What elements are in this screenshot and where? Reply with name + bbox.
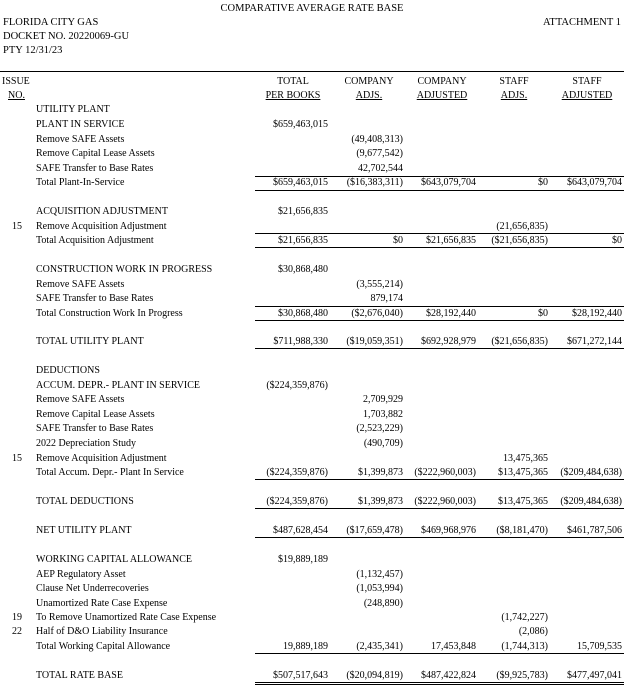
table-row	[0, 293, 624, 307]
amount-col1: 19,889,189	[283, 641, 328, 652]
table-row	[0, 177, 624, 191]
amount-col4: ($9,925,783)	[496, 670, 548, 681]
col5-header-line2: ADJUSTED	[561, 90, 613, 101]
amount-col5: $671,272,144	[567, 336, 622, 347]
col3-header-line2: ADJUSTED	[416, 90, 468, 101]
amount-col2: (490,709)	[363, 438, 403, 449]
issue-header-line1: ISSUE	[2, 76, 30, 87]
amount-col4: 13,475,365	[503, 453, 548, 464]
table-row	[0, 119, 624, 133]
table-row	[0, 453, 624, 467]
amount-col2: (2,435,341)	[356, 641, 403, 652]
amount-col3: $643,079,704	[421, 177, 476, 188]
table-row	[0, 409, 624, 423]
row-label: Remove Capital Lease Assets	[36, 148, 155, 159]
row-label: Total Acquisition Adjustment	[36, 235, 154, 246]
row-label: Remove SAFE Assets	[36, 279, 125, 290]
amount-col2: ($17,659,478)	[346, 525, 403, 536]
total-underline	[255, 233, 624, 234]
amount-col3: $487,422,824	[421, 670, 476, 681]
row-label: PLANT IN SERVICE	[36, 119, 125, 130]
amount-col1: $21,656,835	[278, 206, 328, 217]
table-row	[0, 380, 624, 394]
table-row	[0, 163, 624, 177]
row-label: Half of D&O Liability Insurance	[36, 626, 168, 637]
col4-header-line2: ADJS.	[500, 90, 528, 101]
amount-col4: $13,475,365	[498, 467, 548, 478]
amount-col3: $692,928,979	[421, 336, 476, 347]
amount-col1: ($224,359,876)	[266, 380, 328, 391]
amount-col1: $507,517,643	[273, 670, 328, 681]
col1-header-line2: PER BOOKS	[265, 90, 321, 101]
amount-col3: ($222,960,003)	[414, 496, 476, 507]
total-underline	[255, 537, 624, 538]
table-row	[0, 423, 624, 437]
col2-header-line2: ADJS.	[355, 90, 383, 101]
row-label: CONSTRUCTION WORK IN PROGRESS	[36, 264, 213, 275]
issue-number: 22	[12, 626, 22, 637]
total-underline	[255, 247, 624, 248]
total-underline	[255, 682, 624, 685]
total-underline	[255, 508, 624, 509]
table-row	[0, 134, 624, 148]
row-label: TOTAL RATE BASE	[36, 670, 123, 681]
total-underline	[255, 176, 624, 177]
amount-col1: $30,868,480	[278, 264, 328, 275]
row-label: 2022 Depreciation Study	[36, 438, 136, 449]
col1-header-line1: TOTAL	[277, 76, 309, 87]
table-row	[0, 279, 624, 293]
col4-header-line1: STAFF	[499, 76, 529, 87]
table-row	[0, 626, 624, 640]
row-label: Remove Acquisition Adjustment	[36, 221, 167, 232]
amount-col3: $21,656,835	[426, 235, 476, 246]
amount-col4: ($8,181,470)	[496, 525, 548, 536]
amount-col2: 879,174	[370, 293, 403, 304]
report-title: COMPARATIVE AVERAGE RATE BASE	[220, 3, 404, 14]
test-period: PTY 12/31/23	[3, 45, 63, 56]
table-row	[0, 612, 624, 626]
amount-col2: (3,555,214)	[356, 279, 403, 290]
total-underline	[255, 306, 624, 307]
total-underline	[255, 479, 624, 480]
amount-col5: ($209,484,638)	[560, 467, 622, 478]
attachment-label: ATTACHMENT 1	[542, 17, 621, 28]
total-underline	[255, 653, 624, 654]
table-row	[0, 264, 624, 278]
row-label: TOTAL UTILITY PLANT	[36, 336, 144, 347]
amount-col2: ($16,383,311)	[346, 177, 403, 188]
row-label: SAFE Transfer to Base Rates	[36, 163, 154, 174]
issue-header-line2: NO.	[8, 90, 25, 101]
amount-col3: $469,968,976	[421, 525, 476, 536]
col2-header-line1: COMPANY	[344, 76, 394, 87]
amount-col2: (9,677,542)	[356, 148, 403, 159]
amount-col4: $0	[538, 308, 548, 319]
table-row	[0, 104, 624, 118]
row-label: Remove SAFE Assets	[36, 134, 125, 145]
amount-col2: ($2,676,040)	[351, 308, 403, 319]
row-label: SAFE Transfer to Base Rates	[36, 293, 154, 304]
amount-col4: (21,656,835)	[496, 221, 548, 232]
table-row	[0, 206, 624, 220]
header-rule	[0, 71, 624, 72]
row-label: AEP Regulatory Asset	[36, 569, 126, 580]
table-row	[0, 598, 624, 612]
row-label: To Remove Unamortized Rate Case Expense	[36, 612, 217, 623]
amount-col1: $487,628,454	[273, 525, 328, 536]
amount-col5: 15,709,535	[577, 641, 622, 652]
row-label: Unamortized Rate Case Expense	[36, 598, 168, 609]
issue-number: 15	[12, 453, 22, 464]
amount-col2: $0	[393, 235, 403, 246]
amount-col3: ($222,960,003)	[414, 467, 476, 478]
row-label: SAFE Transfer to Base Rates	[36, 423, 154, 434]
amount-col2: 1,703,882	[363, 409, 403, 420]
table-row	[0, 148, 624, 162]
row-label: ACQUISITION ADJUSTMENT	[36, 206, 168, 217]
amount-col2: 2,709,929	[363, 394, 403, 405]
amount-col2: (2,523,229)	[356, 423, 403, 434]
amount-col5: ($209,484,638)	[560, 496, 622, 507]
row-label: Remove Acquisition Adjustment	[36, 453, 167, 464]
amount-col3: 17,453,848	[431, 641, 476, 652]
amount-col4: (2,086)	[518, 626, 548, 637]
amount-col5: $28,192,440	[572, 308, 622, 319]
table-row	[0, 394, 624, 408]
table-row	[0, 365, 624, 379]
table-row	[0, 583, 624, 597]
amount-col1: $659,463,015	[273, 119, 328, 130]
amount-col5: $643,079,704	[567, 177, 622, 188]
amount-col2: ($20,094,819)	[346, 670, 403, 681]
amount-col4: $0	[538, 177, 548, 188]
amount-col2: $1,399,873	[358, 496, 403, 507]
total-underline	[255, 348, 624, 349]
amount-col5: $0	[612, 235, 622, 246]
amount-col2: (1,053,994)	[356, 583, 403, 594]
col5-header-line1: STAFF	[572, 76, 602, 87]
row-label: DEDUCTIONS	[36, 365, 100, 376]
row-label: Total Working Capital Allowance	[36, 641, 171, 652]
amount-col2: (248,890)	[363, 598, 403, 609]
row-label: ACCUM. DEPR.- PLANT IN SERVICE	[36, 380, 201, 391]
amount-col1: ($224,359,876)	[266, 496, 328, 507]
total-underline	[255, 320, 624, 321]
amount-col2: ($19,059,351)	[346, 336, 403, 347]
company-name: FLORIDA CITY GAS	[3, 17, 99, 28]
amount-col5: $477,497,041	[567, 670, 622, 681]
amount-col4: ($21,656,835)	[491, 235, 548, 246]
amount-col1: $19,889,189	[278, 554, 328, 565]
table-row	[0, 569, 624, 583]
table-row	[0, 438, 624, 452]
amount-col2: 42,702,544	[358, 163, 403, 174]
row-label: WORKING CAPITAL ALLOWANCE	[36, 554, 193, 565]
col3-header-line1: COMPANY	[417, 76, 467, 87]
row-label: Total Accum. Depr.- Plant In Service	[36, 467, 184, 478]
row-label: Remove SAFE Assets	[36, 394, 125, 405]
issue-number: 15	[12, 221, 22, 232]
row-label: Clause Net Underrecoveries	[36, 583, 149, 594]
amount-col5: $461,787,506	[567, 525, 622, 536]
row-label: Remove Capital Lease Assets	[36, 409, 155, 420]
amount-col1: $711,988,330	[273, 336, 328, 347]
row-label: UTILITY PLANT	[36, 104, 110, 115]
amount-col1: $30,868,480	[278, 308, 328, 319]
amount-col2: (49,408,313)	[351, 134, 403, 145]
row-label: NET UTILITY PLANT	[36, 525, 132, 536]
amount-col1: $659,463,015	[273, 177, 328, 188]
table-row	[0, 554, 624, 568]
issue-number: 19	[12, 612, 22, 623]
amount-col1: ($224,359,876)	[266, 467, 328, 478]
row-label: Total Plant-In-Service	[36, 177, 125, 188]
row-label: TOTAL DEDUCTIONS	[36, 496, 134, 507]
amount-col4: (1,742,227)	[501, 612, 548, 623]
total-underline	[255, 190, 624, 191]
amount-col3: $28,192,440	[426, 308, 476, 319]
docket-number: DOCKET NO. 20220069-GU	[3, 31, 130, 42]
amount-col2: $1,399,873	[358, 467, 403, 478]
amount-col2: (1,132,457)	[356, 569, 403, 580]
amount-col4: (1,744,313)	[501, 641, 548, 652]
amount-col4: $13,475,365	[498, 496, 548, 507]
row-label: Total Construction Work In Progress	[36, 308, 183, 319]
amount-col1: $21,656,835	[278, 235, 328, 246]
amount-col4: ($21,656,835)	[491, 336, 548, 347]
